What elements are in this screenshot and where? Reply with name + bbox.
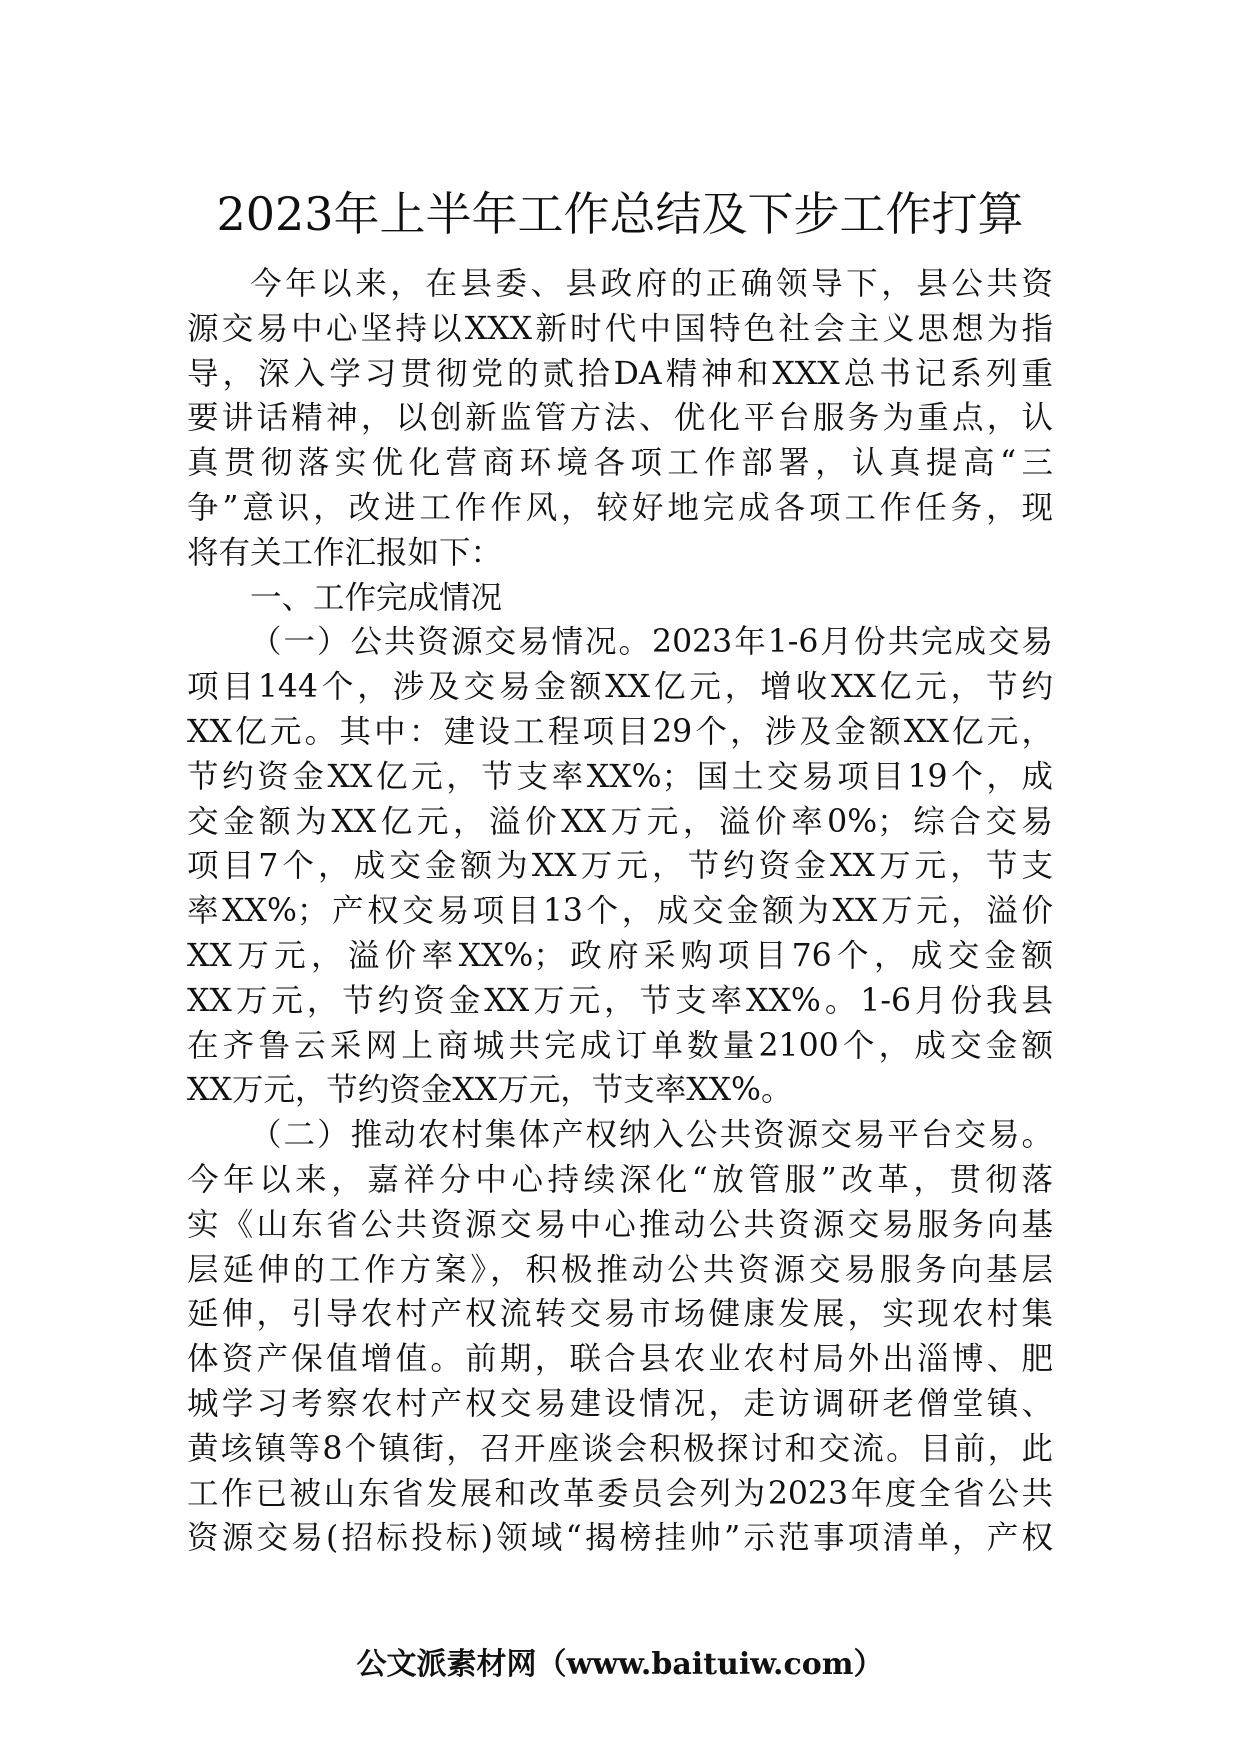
- paragraph-line: 率XX%；产权交易项目13个，成交金额为XX万元，溢价: [187, 893, 1053, 930]
- paragraph-line: 今年以来，在县委、县政府的正确领导下，县公共资: [250, 266, 1053, 302]
- paragraph-line: XX亿元。其中：建设工程项目29个，涉及金额XX亿元，: [187, 713, 1053, 750]
- paragraph-line: 今年以来，嘉祥分中心持续深化“放管服”改革，贯彻落: [187, 1161, 1053, 1198]
- paragraph-line: 黄垓镇等8个镇街，召开座谈会积极探讨和交流。目前，此: [187, 1430, 1053, 1467]
- paragraph-line: （二）推动农村集体产权纳入公共资源交易平台交易。: [250, 1117, 1053, 1154]
- paragraph-line: 层延伸的工作方案》，积极推动公共资源交易服务向基层: [187, 1251, 1053, 1288]
- paragraph-line: 城学习考察农村产权交易建设情况，走访调研老僧堂镇、: [187, 1385, 1053, 1422]
- paragraph-line: 项目7个，成交金额为XX万元，节约资金XX万元，节支: [187, 848, 1053, 885]
- paragraph-line: 争”意识，改进工作作风，较好地完成各项工作任务，现: [187, 489, 1053, 526]
- paragraph-line: 体资产保值增值。前期，联合县农业农村局外出淄博、肥: [187, 1341, 1053, 1378]
- paragraph-line: 要讲话精神，以创新监管方法、优化平台服务为重点，认: [187, 400, 1053, 437]
- paragraph-line: XX万元，节约资金XX万元，节支率XX%。1-6月份我县: [187, 982, 1053, 1019]
- paragraph-line: XX万元，溢价率XX%；政府采购项目76个，成交金额: [187, 937, 1053, 974]
- paragraph-line: 导，深入学习贯彻党的贰拾DA精神和XXX总书记系列重: [187, 355, 1053, 392]
- paragraph-line: （一）公共资源交易情况。2023年1-6月份共完成交易: [250, 624, 1053, 661]
- section-heading: 一、工作完成情况: [250, 579, 503, 616]
- paragraph-line: 实《山东省公共资源交易中心推动公共资源交易服务向基: [187, 1206, 1053, 1243]
- paragraph-line: 节约资金XX亿元，节支率XX%；国土交易项目19个，成: [187, 758, 1053, 795]
- paragraph-line: 真贯彻落实优化营商环境各项工作部署，认真提高“三: [187, 445, 1053, 482]
- paragraph-line: 源交易中心坚持以XXX新时代中国特色社会主义思想为指: [187, 310, 1053, 347]
- document-body: [187, 262, 1053, 1561]
- footer-watermark-text: 公文派素材网（www.baituiw.com）: [356, 1647, 884, 1682]
- paragraph-line: 延伸，引导农村产权流转交易市场健康发展，实现农村集: [187, 1296, 1053, 1333]
- paragraph-line: XX万元，节约资金XX万元，节支率XX%。: [187, 1072, 793, 1109]
- paragraph-line: 在齐鲁云采网上商城共完成订单数量2100个，成交金额: [187, 1027, 1053, 1064]
- paragraph-line: 项目144个，涉及交易金额XX亿元，增收XX亿元，节约: [187, 669, 1053, 706]
- document-title: 2023年上半年工作总结及下步工作打算: [216, 187, 1024, 241]
- paragraph-line: 工作已被山东省发展和改革委员会列为2023年度全省公共: [187, 1475, 1053, 1512]
- paragraph-line: 资源交易(招标投标)领域“揭榜挂帅”示范事项清单，产权: [187, 1520, 1053, 1557]
- paragraph-line: 将有关工作汇报如下：: [187, 534, 503, 571]
- paragraph-line: 交金额为XX亿元，溢价XX万元，溢价率0%；综合交易: [187, 803, 1053, 840]
